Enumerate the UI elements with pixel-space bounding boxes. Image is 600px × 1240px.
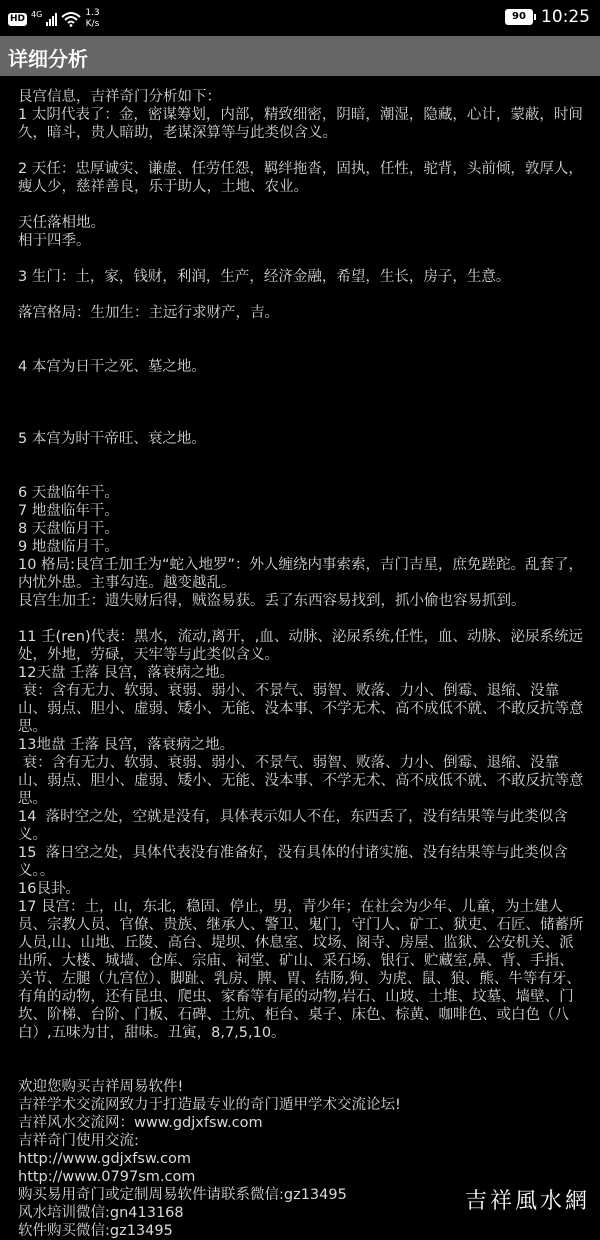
- text-line: 风水培训微信:gn413168: [18, 1205, 184, 1221]
- wifi-icon: [61, 11, 81, 27]
- status-right: [505, 7, 590, 27]
- speed-unit: K/s: [85, 19, 100, 29]
- text-line: 吉祥学术交流网致力于打造最专业的奇门遁甲学术交流论坛!: [18, 1097, 401, 1113]
- text-line: 吉祥风水交流网：www.gdjxfsw.com: [18, 1115, 263, 1131]
- text-line: 10 格局:艮宫壬加壬为“蛇入地罗”：外人缠绕内事索索，吉门吉星，庶免蹉跎。乱套了，内忧外患。主事勾连。越变越乱。: [18, 557, 583, 591]
- text-line: 16艮卦。: [18, 881, 80, 897]
- text-line: 7 地盘临年干。: [18, 503, 119, 519]
- hd-badge: HD: [10, 13, 26, 24]
- text-line: 5 本宫为时干帝旺、衰之地。: [18, 431, 206, 447]
- text-line: 天任落相地。: [18, 215, 105, 231]
- battery-icon: 90: [505, 9, 533, 25]
- signal-icon: [46, 12, 57, 26]
- text-line: 4 本宫为日干之死、墓之地。: [18, 359, 206, 375]
- text-line: 3 生门：土，家，钱财，利润，生产，经济金融，希望，生长，房子，生意。: [18, 269, 511, 285]
- text-line: 衰：含有无力、软弱、衰弱、弱小、不景气、弱智、败落、力小、倒霉、退缩、没靠山、弱点、胆小、虚弱、矮小、无能、没本事、不学无术、高不成低不就、不敢反抗等意思。: [18, 683, 584, 735]
- text-line: 13地盘 壬落 艮宫，落衰病之地。: [18, 737, 235, 753]
- text-line: 8 天盘临月干。: [18, 521, 119, 537]
- text-line: 吉祥奇门使用交流:: [18, 1133, 139, 1149]
- text-line: 17 艮宫：土，山，东北，稳固、停止，男，青少年；在社会为少年、儿童，为土建人员、宗教人员、官僚、贵族、继承人、警卫、鬼门，守门人、矿工、狱吏、石匠、储蓄所人员,山、山地、丘陵、高台、堤坝、休息室、坟场、阁寺、房屋、监狱、公安机关、派出所、大楼、城墙、仓库、宗庙、祠堂、矿山、采石场、银行、贮藏室,鼻、背、手指、关节、左腿（九宫位）、脚趾、乳房、脾、胃、结肠,狗、为虎、鼠、狼、熊、牛等有牙、有角的动物，还有昆虫、爬虫、家畜等有尾的动物,岩石、山坡、土堆、坟墓、墙壁、门坎、阶梯、台阶、门板、石碑、土炕、柜台、桌子、床色、棕黄、咖啡色、或白色（八白）,五味为甘，甜味。丑寅，8,7,5,10。: [18, 899, 584, 1041]
- text-line: 1 太阴代表了：金，密谋筹划，内部，精致细密，阴暗，潮湿，隐藏，心计，蒙蔽，时间久，暗斗，贵人暗助，老谋深算等与此类似含义。: [18, 107, 583, 141]
- text-line: 欢迎您购买吉祥周易软件!: [18, 1079, 184, 1095]
- text-line: 2 天任：忠厚诚实、谦虚、任劳任怨，羁绊拖沓，固执，任性，驼背，头前倾，敦厚人，瘦人少，慈祥善良，乐于助人，土地、农业。: [18, 161, 583, 195]
- text-line: 衰：含有无力、软弱、衰弱、弱小、不景气、弱智、败落、力小、倒霉、退缩、没靠山、弱点、胆小、虚弱、矮小、无能、没本事、不学无术、高不成低不就、不敢反抗等意思。: [18, 755, 584, 807]
- text-line: 购买易用奇门或定制周易软件请联系微信:gz13495: [18, 1187, 347, 1203]
- title-bar: [0, 36, 600, 76]
- network-type: 4G: [31, 9, 43, 19]
- link-text[interactable]: http://www.gdjxfsw.com: [18, 1151, 192, 1167]
- text-line: 15 落日空之处，具体代表没有准备好，没有具体的付诸实施、没有结果等与此类似含义。。: [18, 845, 568, 879]
- network-speed: [85, 8, 99, 30]
- text-line: 11 壬(ren)代表：黑水，流动,离开，,血、动脉、泌尿系统,任性，血、动脉、泌尿系统远处，外地，劳碌，天牢等与此类似含义。: [18, 629, 583, 663]
- analysis-content: [18, 88, 584, 1240]
- speed-value: 1.3: [85, 8, 100, 18]
- page-title: 详细分析: [8, 47, 88, 71]
- clock: 10:25: [541, 7, 590, 27]
- text-line: 艮宫信息，吉祥奇门分析如下：: [18, 89, 221, 105]
- watermark-logo: 吉祥風水網: [463, 1184, 592, 1215]
- text-line: 9 地盘临月干。: [18, 539, 119, 555]
- link-text[interactable]: http://www.0797sm.com: [18, 1169, 196, 1185]
- text-line: 艮宫生加壬：遗失财后得，贼盗易获。丢了东西容易找到，抓小偷也容易抓到。: [18, 593, 526, 609]
- text-line: 6 天盘临年干。: [18, 485, 119, 501]
- text-line: 落宫格局：生加生：主远行求财产，吉。: [18, 305, 279, 321]
- text-line: 12天盘 壬落 艮宫，落衰病之地。: [18, 665, 235, 681]
- text-line: 软件购买微信:gz13495: [18, 1223, 173, 1239]
- status-left: [8, 8, 100, 30]
- text-line: 14 落时空之处，空就是没有，具体表示如人不在，东西丢了，没有结果等与此类似含义。: [18, 809, 568, 843]
- text-line: 相于四季。: [18, 233, 91, 249]
- status-bar: [0, 0, 600, 36]
